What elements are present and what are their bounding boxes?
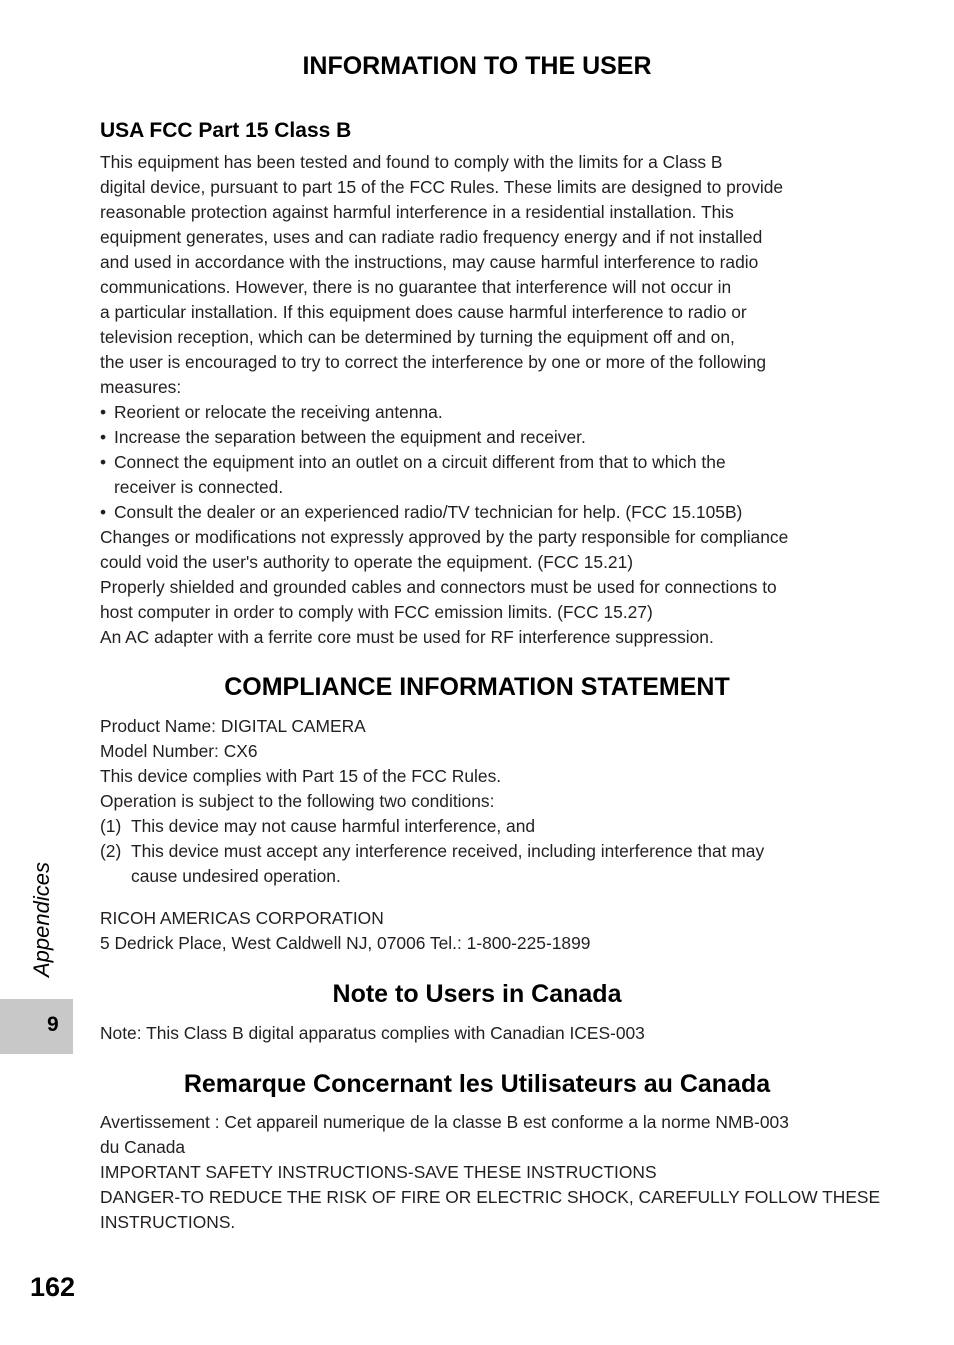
text-line: Properly shielded and grounded cables and connectors must be used for connections to [100,577,777,597]
bullet-item [100,400,850,425]
text-line: Model Number: CX6 [100,741,258,761]
company-name: RICOH AMERICAS CORPORATION [100,908,384,928]
bullet-text: Increase the separation between the equipment and receiver. [114,427,586,447]
text-line: a particular installation. If this equipment does cause harmful interference to radio or [100,302,747,322]
bullet-item [100,425,850,450]
text-line: reasonable protection against harmful interference in a residential installation. This [100,202,734,222]
bullet-text: Reorient or relocate the receiving antenna. [114,402,443,422]
page-number: 162 [30,1272,76,1302]
text-line: IMPORTANT SAFETY INSTRUCTIONS-SAVE THESE INSTRUCTIONS [100,1162,657,1182]
text-line: This device complies with Part 15 of the FCC Rules. [100,766,502,786]
text-line: du Canada [100,1137,186,1157]
text-line: DANGER-TO REDUCE THE RISK OF FIRE OR ELECTRIC SHOCK, CAREFULLY FOLLOW THESE [100,1187,881,1207]
text-line: measures: [100,377,182,397]
bullet-dot: • [100,452,107,472]
bullet-dot: • [100,502,107,522]
chapter-number: 9 [47,1013,59,1036]
fcc-paragraph [100,150,850,650]
heading-information-to-user: INFORMATION TO THE USER [302,52,652,80]
canada-french-block [100,1110,881,1235]
text-line: Product Name: DIGITAL CAMERA [100,716,366,736]
text-line: Changes or modifications not expressly approved by the party responsible for compliance [100,527,789,547]
condition-number: (2) [100,841,122,861]
text-line: and used in accordance with the instructions, may cause harmful interference to radio [100,252,759,272]
text-line: This equipment has been tested and found to comply with the limits for a Class B [100,152,723,172]
text-line: could void the user's authority to operate the equipment. (FCC 15.21) [100,552,634,572]
heading-canada-french: Remarque Concernant les Utilisateurs au Canada [183,1070,771,1098]
condition-text: This device may not cause harmful interference, and [131,816,536,836]
bullet-text: Connect the equipment into an outlet on a circuit different from that to which the [114,452,726,472]
text-line: equipment generates, uses and can radiate radio frequency energy and if not installed [100,227,763,247]
company-address [100,906,850,956]
section-label-appendices: Appendices [29,862,54,977]
heading-fcc-part15: USA FCC Part 15 Class B [100,119,352,142]
bullet-text: receiver is connected. [114,477,284,497]
condition-item [100,839,850,864]
bullet-item [100,450,850,475]
condition-item-continuation [100,864,850,889]
chapter-tab [0,999,73,1054]
text-line: Operation is subject to the following two conditions: [100,791,495,811]
text-line: Note: This Class B digital apparatus complies with Canadian ICES-003 [100,1023,645,1043]
text-line: television reception, which can be determined by turning the equipment off and on, [100,327,735,347]
text-line: the user is encouraged to try to correct the interference by one or more of the following [100,352,767,372]
text-line: communications. However, there is no guarantee that interference will not occur in [100,277,732,297]
condition-number: (1) [100,816,122,836]
heading-compliance-statement: COMPLIANCE INFORMATION STATEMENT [224,673,730,701]
text-line: digital device, pursuant to part 15 of the FCC Rules. These limits are designed to provide [100,177,784,197]
text-line: host computer in order to comply with FCC emission limits. (FCC 15.27) [100,602,653,622]
heading-canada: Note to Users in Canada [332,980,622,1008]
bullet-item-continuation [100,475,850,500]
bullet-item [100,500,850,525]
condition-text: cause undesired operation. [131,866,341,886]
text-line: Avertissement : Cet appareil numerique de la classe B est conforme a la norme NMB-003 [100,1112,789,1132]
bullet-text: Consult the dealer or an experienced radio/TV technician for help. (FCC 15.105B) [114,502,743,522]
compliance-block [100,714,850,889]
text-line: An AC adapter with a ferrite core must be used for RF interference suppression. [100,627,714,647]
bullet-dot: • [100,427,107,447]
company-address-line: 5 Dedrick Place, West Caldwell NJ, 07006 Tel.: 1-800-225-1899 [100,933,591,953]
bullet-dot: • [100,402,107,422]
text-line: INSTRUCTIONS. [100,1212,236,1232]
condition-item [100,814,850,839]
canada-note [100,1021,850,1046]
condition-text: This device must accept any interference received, including interference that may [131,841,765,861]
